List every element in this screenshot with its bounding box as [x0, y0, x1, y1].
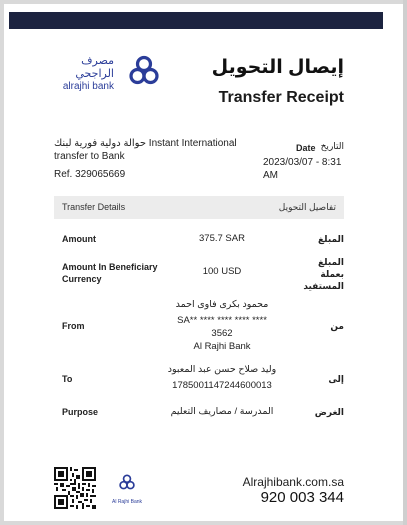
- alrajhi-footer-logo-icon: [119, 474, 135, 492]
- logo-text: [52, 55, 114, 93]
- beneficiary-amount-label-arabic: المبلغ بعملة المستفيد: [303, 257, 344, 291]
- from-bank-name: Al Rajhi Bank: [193, 341, 251, 352]
- transaction-description-arabic: حوالة دولية فورية لبنك: [54, 138, 147, 149]
- amount-label-arabic: المبلغ: [318, 234, 344, 244]
- page-title: Transfer Receipt: [218, 89, 344, 106]
- transaction-description-english: Instant International transfer to Bank: [54, 138, 237, 162]
- from-account-suffix: 3562: [211, 328, 233, 339]
- from-account-masked: SA** **** **** **** ****: [177, 315, 267, 326]
- transaction-description: [54, 137, 244, 163]
- to-label-arabic: إلى: [328, 374, 344, 384]
- date-label-arabic: التاريخ: [320, 141, 344, 151]
- footer-logo: [108, 474, 146, 505]
- bank-logo: [52, 55, 162, 99]
- reference-number: Ref. 329065669: [54, 169, 126, 180]
- purpose-label: Purpose: [62, 407, 99, 417]
- website-link[interactable]: Alrajhibank.com.sa: [242, 475, 344, 489]
- beneficiary-amount-label: Amount In Beneficiary Currency: [62, 262, 158, 284]
- amount-label: Amount: [62, 234, 96, 244]
- footer-logo-text: Al Rajhi Bank: [111, 499, 142, 505]
- amount-value: 375.7 SAR: [199, 233, 245, 244]
- top-bar: [9, 12, 383, 29]
- logo-english-name: alrajhi bank: [62, 81, 114, 92]
- to-beneficiary-name: وليد صلاح حسن عبد المعبود: [167, 364, 277, 375]
- beneficiary-amount-value: 100 USD: [202, 266, 242, 277]
- page-scrollbar[interactable]: [403, 0, 407, 525]
- logo-arabic-name: مصرف الراجحي: [75, 55, 114, 80]
- from-sender-name: محمود بكرى فاوى احمد: [175, 299, 269, 310]
- date-value: 2023/03/07 - 8:31 AM: [263, 157, 342, 181]
- transfer-details-title: Transfer Details: [62, 202, 126, 212]
- transfer-details-header: [54, 196, 344, 219]
- qr-code-icon: [54, 467, 96, 509]
- alrajhi-logo-icon: [129, 55, 159, 89]
- phone-number[interactable]: 920 003 344: [260, 489, 344, 506]
- from-label: From: [62, 321, 85, 331]
- from-label-arabic: من: [330, 321, 344, 331]
- to-label: To: [62, 374, 73, 384]
- page-title-arabic: إيصال التحويل: [211, 57, 344, 78]
- to-account-number: 1785001147244600013: [172, 380, 272, 391]
- purpose-value: المدرسة / مصاريف التعليم: [170, 406, 274, 417]
- date-label: Date: [296, 143, 316, 153]
- purpose-label-arabic: الغرض: [314, 407, 344, 417]
- transfer-details-title-arabic: تفاصيل التحويل: [278, 202, 336, 212]
